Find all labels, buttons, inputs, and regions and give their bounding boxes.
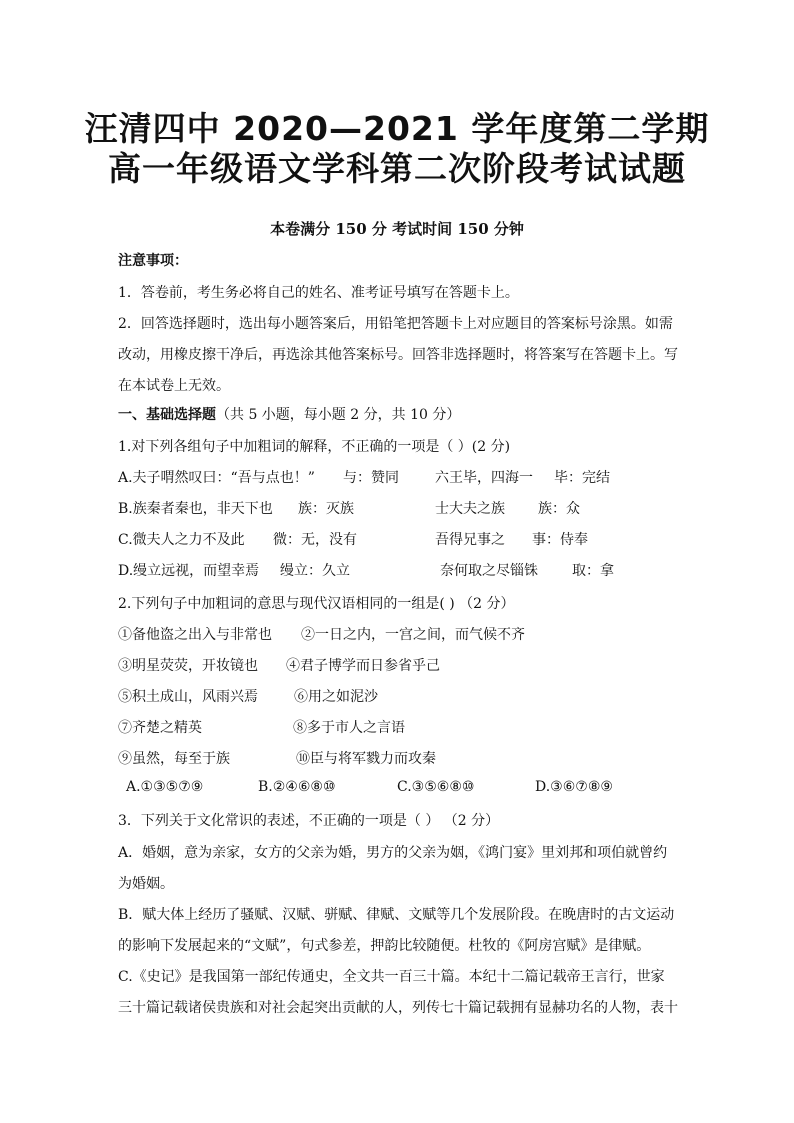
q2-sentence: ⑥用之如泥沙 xyxy=(294,689,378,705)
q1-explain-b2: 族：众 xyxy=(538,501,580,517)
question-2-stem: 2.下列句子中加粗词的意思与现代汉语相同的一组是( ) （2 分） xyxy=(118,596,515,612)
section-title: 一、基础选择题 xyxy=(118,407,216,423)
notice-item: 2．回答选择题时，选出每小题答案后，用铅笔把答题卡上对应题目的答案标号涂黑。如需 xyxy=(118,316,673,332)
q1-explain-c2: 事：侍奉 xyxy=(532,532,588,548)
q2-sentence: ③明星荧荧，开妆镜也 xyxy=(118,658,258,674)
q1-explain-a2: 毕：完结 xyxy=(554,470,610,486)
exam-subtitle: 本卷满分 150 分 考试时间 150 分钟 xyxy=(270,220,524,238)
q1-option-row xyxy=(118,467,678,487)
q1-option-row xyxy=(118,560,678,580)
q1-explain-c1: 微：无，没有 xyxy=(273,532,357,548)
notice-item: 改动，用橡皮擦干净后，再选涂其他答案标号。回答非选择题时，将答案写在答题卡上。写 xyxy=(118,347,678,363)
q1-explain-a1: 与：赞同 xyxy=(343,470,399,486)
notice-item: 在本试卷上无效。 xyxy=(118,378,230,394)
q2-sentence-row xyxy=(118,686,678,706)
q3-text-line: C.《史记》是我国第一部纪传通史，全文共一百三十篇。本纪十二篇记载帝王言行，世家 xyxy=(118,969,665,985)
q2-sentence: ⑨虽然，每至于族 xyxy=(118,751,230,767)
q2-option-c: C.③⑤⑥⑧⑩ xyxy=(397,779,475,795)
q1-explain-d1: 缦立：久立 xyxy=(280,563,350,579)
q2-sentence-row xyxy=(118,655,678,675)
question-3-stem: 3．下列关于文化常识的表述，不正确的一项是（ ） （2 分） xyxy=(118,813,500,829)
q2-sentence-row xyxy=(118,717,678,737)
q2-sentence-row xyxy=(118,748,678,768)
q2-sentence: ⑦齐楚之精英 xyxy=(118,720,202,736)
q1-sentence-a: A.夫子喟然叹曰：“吾与点也！” xyxy=(118,470,315,486)
q2-sentence: ①备他盗之出入与非常也 xyxy=(118,627,272,643)
q1-sentence-b2: 士大夫之族 xyxy=(435,501,505,517)
q3-text-line: 三十篇记载诸侯贵族和对社会起突出贡献的人，列传七十篇记载拥有显赫功名的人物，表十 xyxy=(118,1000,678,1016)
q1-option-row xyxy=(118,498,678,518)
exam-title-line1: 汪清四中 2020—2021 学年度第二学期 xyxy=(84,109,710,148)
q1-sentence-c2: 吾得兄事之 xyxy=(435,532,505,548)
section-heading xyxy=(118,404,460,424)
q1-sentence-d: D.缦立远视，而望幸焉 xyxy=(118,563,260,579)
notice-heading: 注意事项： xyxy=(118,253,188,269)
q3-text-line: B．赋大体上经历了骚赋、汉赋、骈赋、律赋、文赋等几个发展阶段。在晚唐时的古文运动 xyxy=(118,907,675,923)
q2-sentence: ⑤积土成山，风雨兴焉 xyxy=(118,689,258,705)
q2-sentence-row xyxy=(118,624,678,644)
q2-sentence: ④君子博学而日参省乎己 xyxy=(286,658,440,674)
q2-sentence: ⑧多于市人之言语 xyxy=(293,720,405,736)
q3-text-line: A．婚姻，意为亲家，女方的父亲为婚，男方的父亲为姻，《鸿门宴》里刘邦和项伯就曾约 xyxy=(118,845,668,861)
q1-option-row xyxy=(118,529,678,549)
q1-explain-d2: 取：拿 xyxy=(572,563,614,579)
q2-option-b: B.②④⑥⑧⑩ xyxy=(258,779,336,795)
q1-sentence-b: B.族秦者秦也，非天下也 xyxy=(118,501,273,517)
q2-sentence: ⑩臣与将军戮力而攻秦 xyxy=(296,751,436,767)
q1-sentence-a2: 六王毕，四海一 xyxy=(435,470,533,486)
q3-text-line: 为婚姻。 xyxy=(118,876,174,892)
q2-sentence: ②一日之内，一宫之间，而气候不齐 xyxy=(301,627,525,643)
q1-sentence-d2: 奈何取之尽锱铢 xyxy=(440,563,538,579)
question-1-stem: 1.对下列各组句子中加粗词的解释，不正确的一项是（ ）(2 分) xyxy=(118,439,511,455)
notice-item: 1．答卷前，考生务必将自己的姓名、准考证号填写在答题卡上。 xyxy=(118,285,519,301)
q2-option-d: D.③⑥⑦⑧⑨ xyxy=(535,779,613,795)
q1-sentence-c: C.微夫人之力不及此 xyxy=(118,532,245,548)
exam-title-line2: 高一年级语文学科第二次阶段考试试题 xyxy=(108,149,686,188)
q1-explain-b1: 族：灭族 xyxy=(298,501,354,517)
q3-text-line: 的影响下发展起来的“文赋”，句式参差，押韵比较随便。杜牧的《阿房宫赋》是律赋。 xyxy=(118,938,651,954)
q2-option-a: A.①③⑤⑦⑨ xyxy=(126,779,204,795)
section-note: （共 5 小题，每小题 2 分，共 10 分） xyxy=(216,407,461,423)
